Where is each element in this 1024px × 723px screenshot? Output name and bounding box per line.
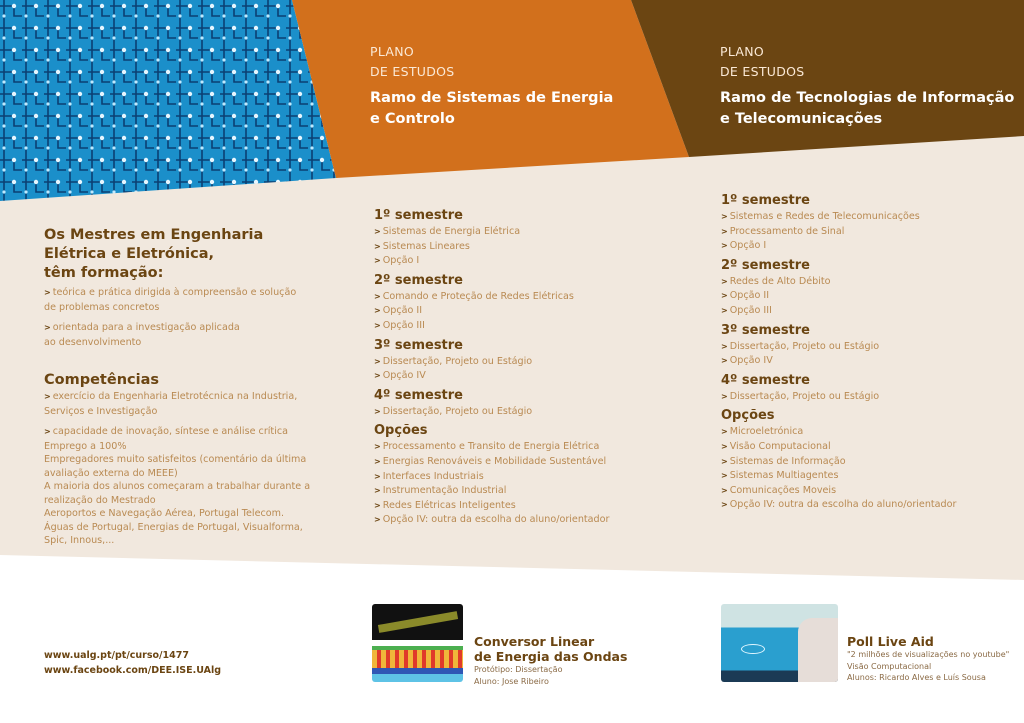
course-item: > Dissertação, Projeto ou Estágio xyxy=(374,405,533,417)
course-item: > Opção III xyxy=(374,319,425,331)
arrow-icon: > xyxy=(721,485,728,495)
arrow-icon: > xyxy=(721,500,728,510)
course-item: > Opção IV xyxy=(721,355,773,367)
course-item: > Comunicações Moveis xyxy=(721,484,837,496)
wave-converter-image xyxy=(372,604,463,682)
arrow-icon: > xyxy=(374,500,381,510)
section-title: Opções xyxy=(721,408,775,424)
arrow-icon: > xyxy=(721,241,728,251)
course-item: > Interfaces Industriais xyxy=(374,470,484,482)
de-estudos-label: DE ESTUDOS xyxy=(720,64,805,79)
course-item: > Sistemas Lineares xyxy=(374,240,470,252)
project-wave-converter: Conversor Linear de Energia das Ondas Protótipo: Dissertação Aluno: Jose Ribeiro xyxy=(474,634,628,686)
arrow-icon: > xyxy=(721,441,728,451)
arrow-icon: > xyxy=(721,341,728,351)
project-poll-live-aid: Poll Live Aid "2 milhões de visualizações no youtube" Visão Computacional Alunos: Ricardo Alves e Luís Sousa xyxy=(847,634,1010,682)
footer-links xyxy=(44,648,221,678)
course-website-link[interactable]: www.ualg.pt/pt/curso/1477 xyxy=(44,650,189,661)
course-item: > Instrumentação Industrial xyxy=(374,485,507,497)
energy-branch-title: Ramo de Sistemas de Energia e Controlo xyxy=(370,90,614,127)
arrow-icon: > xyxy=(374,456,381,466)
course-item: > Comando e Proteção de Redes Elétricas xyxy=(374,290,574,302)
energy-study-plan xyxy=(374,207,609,528)
section-title: 4º semestre xyxy=(374,387,464,403)
competence-notes: Emprego a 100% Empregadores muito satisfeitos (comentário da última avaliação externa do MEEE) A maioria dos alunos começaram a trabalhar durante a realização do Mestrado Aeroportos e Navegação Aérea, Portugal Telecom. Águas de Portugal, Energias de Portugal, Visualforma, Spic, Innous,... xyxy=(44,440,311,547)
course-item: > Sistemas de Informação xyxy=(721,455,846,467)
plano-label: PLANO xyxy=(370,44,415,59)
arrow-icon: > xyxy=(721,276,728,286)
arrow-icon: > xyxy=(374,291,381,301)
section-title: 3º semestre xyxy=(721,322,811,338)
course-item: > Visão Computacional xyxy=(721,440,831,452)
arrow-icon: > xyxy=(374,442,381,452)
arrow-icon: > xyxy=(721,456,728,466)
pool-table-image xyxy=(721,604,838,682)
section-title: Opções xyxy=(374,423,428,439)
course-item: > Dissertação, Projeto ou Estágio xyxy=(374,355,533,367)
course-item: > Dissertação, Projeto ou Estágio xyxy=(721,390,880,402)
energy-header xyxy=(370,42,613,130)
arrow-icon: > xyxy=(721,226,728,236)
telecom-branch-title: Ramo de Tecnologias de Informação e Telecomunicações xyxy=(720,90,1015,127)
section-title: 3º semestre xyxy=(374,337,464,353)
left-column xyxy=(44,226,344,548)
arrow-icon: > xyxy=(374,371,381,381)
course-item: > Microeletrónica xyxy=(721,426,804,438)
arrow-icon: > xyxy=(721,305,728,315)
competence-point: > exercício da Engenharia Eletrotécnica na Industria, Serviços e Investigação xyxy=(44,391,298,417)
course-item: > Processamento de Sinal xyxy=(721,225,845,237)
telecom-study-plan xyxy=(721,192,956,513)
course-item: > Opção I xyxy=(374,255,420,267)
course-item: > Opção IV: outra da escolha do aluno/orientador xyxy=(721,499,957,511)
arrow-icon: > xyxy=(374,486,381,496)
course-item: > Sistemas e Redes de Telecomunicações xyxy=(721,211,920,222)
formation-point: > orientada para a investigação aplicada ao desenvolvimento xyxy=(44,322,240,348)
course-item: > Processamento e Transito de Energia Elétrica xyxy=(374,441,600,453)
section-title: 2º semestre xyxy=(374,272,464,288)
arrow-icon: > xyxy=(374,471,381,481)
project-title: Conversor Linear de Energia das Ondas xyxy=(474,634,628,664)
course-item: > Opção III xyxy=(721,304,772,316)
section-title: 4º semestre xyxy=(721,372,811,388)
arrow-icon: > xyxy=(374,241,381,251)
circuit-board-image xyxy=(0,0,336,201)
arrow-icon: > xyxy=(721,427,728,437)
section-title: 1º semestre xyxy=(721,193,811,208)
arrow-icon: > xyxy=(721,356,728,366)
course-item: > Opção I xyxy=(721,240,767,252)
arrow-icon: > xyxy=(374,227,381,236)
course-item: > Opção IV: outra da escolha do aluno/orientador xyxy=(374,514,610,526)
competence-point: > capacidade de inovação, síntese e análise crítica xyxy=(44,426,289,438)
arrow-icon: > xyxy=(374,256,381,266)
arrow-icon: > xyxy=(721,291,728,301)
course-item: > Opção II xyxy=(374,305,423,317)
facebook-link[interactable]: www.facebook.com/DEE.ISE.UAlg xyxy=(44,665,222,676)
project-title: Poll Live Aid xyxy=(847,634,934,649)
telecom-header xyxy=(720,42,1014,130)
course-item: > Sistemas Multiagentes xyxy=(721,470,839,482)
arrow-icon: > xyxy=(374,356,381,366)
arrow-icon: > xyxy=(721,391,728,401)
course-item: > Sistemas de Energia Elétrica xyxy=(374,226,521,237)
course-item: > Opção IV xyxy=(374,370,426,382)
de-estudos-label: DE ESTUDOS xyxy=(370,64,455,79)
arrow-icon: > xyxy=(374,406,381,416)
section-title: 2º semestre xyxy=(721,257,811,273)
competences-heading: Competências xyxy=(44,372,159,389)
arrow-icon: > xyxy=(374,306,381,316)
arrow-icon: > xyxy=(721,471,728,481)
course-item: > Redes de Alto Débito xyxy=(721,275,831,287)
arrow-icon: > xyxy=(374,320,381,330)
arrow-icon: > xyxy=(721,212,728,221)
course-item: > Dissertação, Projeto ou Estágio xyxy=(721,340,880,352)
formation-heading: Os Mestres em Engenharia Elétrica e Eletrónica, têm formação: xyxy=(44,227,264,281)
arrow-icon: > xyxy=(374,515,381,525)
formation-point: > teórica e prática dirigida à compreensão e solução de problemas concretos xyxy=(44,287,297,313)
course-item: > Energias Renováveis e Mobilidade Sustentável xyxy=(374,455,607,467)
section-title: 1º semestre xyxy=(374,208,464,223)
course-item: > Opção II xyxy=(721,290,770,302)
plano-label: PLANO xyxy=(720,44,765,59)
course-item: > Redes Elétricas Inteligentes xyxy=(374,499,516,511)
